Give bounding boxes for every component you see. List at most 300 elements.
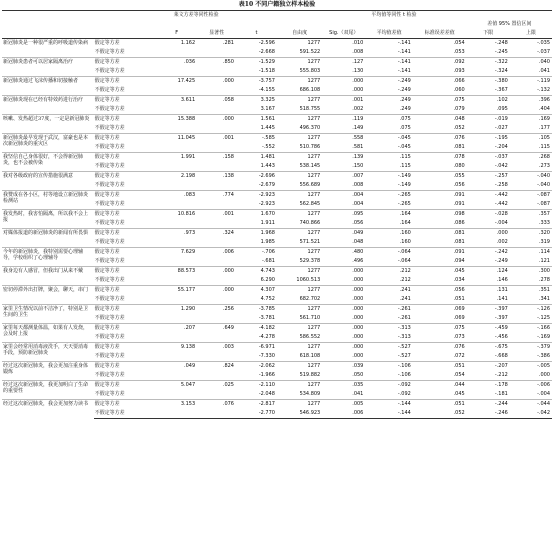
cell-value: 1277 [277,39,322,49]
cell-value: .095 [496,106,508,112]
cell-value: -.045 [397,144,411,150]
cell-value: .045 [453,391,465,397]
cell-value: .146 [496,277,508,283]
cell-value [197,124,236,134]
assumption-label: 假定等方差 [94,362,157,372]
cell-value [197,276,236,286]
cell-value: 1.991 [156,153,197,163]
cell-value: .774 [197,191,236,201]
cell-value: 1277 [277,400,322,410]
cell-value: 4.752 [260,296,275,302]
cell-value [156,67,197,77]
cell-value: .008 [352,49,364,55]
cell-value: 1.443 [260,163,275,169]
cell-value: -.141 [397,68,411,74]
cell-value: -.064 [365,248,412,258]
table-row [2,381,552,391]
cell-value: -2.923 [258,201,275,207]
cell-value: .000 [322,267,365,277]
cell-value: .000 [538,372,550,378]
cell-value: .139 [322,153,365,163]
cell-value: .091 [413,248,467,258]
cell-value: .121 [538,258,550,264]
cell-value: -.212 [494,372,508,378]
cell-value: .319 [538,239,550,245]
variable-label: 对媒体报道的新冠肺炎的新闻有所畏惧 [2,229,94,248]
cell-value: .241 [399,296,411,302]
cell-value: .300 [510,267,552,277]
cell-value: -.027 [494,125,508,131]
cell-value: 1277 [277,362,322,372]
cell-value: .053 [453,49,465,55]
cell-value: -4.182 [236,324,277,334]
assumption-label: 假定等方差 [94,305,157,315]
cell-value: -.141 [365,39,412,49]
cell-value: .130 [352,68,364,74]
cell-value: .212 [365,267,412,277]
cell-value: .001 [322,96,365,106]
cell-value: 15.388 [156,115,197,125]
cell-value: .000 [197,286,236,296]
assumption-label: 不假定等方差 [94,49,125,55]
cell-value: -.087 [537,201,550,207]
cell-value: 55.177 [156,286,197,296]
assumption-label: 假定等方差 [94,115,157,125]
assumption-label: 不假定等方差 [94,296,125,302]
cell-value [156,409,197,419]
cell-value: .000 [352,296,364,302]
cell-value: -2.817 [236,400,277,410]
cell-value [156,257,197,267]
table-row [2,248,552,258]
stats-table [2,10,552,419]
cell-value: 1.290 [156,305,197,315]
cell-value [156,295,197,305]
cell-value: -.092 [397,391,411,397]
cell-value: .558 [322,134,365,144]
cell-value: -.261 [365,305,412,315]
cell-value: -.037 [467,153,510,163]
cell-value [156,48,197,58]
cell-value: -.207 [467,362,510,372]
table-row [2,172,552,182]
cell-value: .091 [453,201,465,207]
cell-value: .049 [156,362,197,372]
cell-value: -.367 [494,87,508,93]
cell-value: -.045 [365,134,412,144]
cell-value: .010 [322,39,365,49]
cell-value: -4.155 [258,87,275,93]
assumption-label: 假定等方差 [94,286,157,296]
cell-value: .000 [322,77,365,87]
cell-value: 11.045 [156,134,197,144]
cell-value: 1.670 [236,210,277,220]
cell-value: 1277 [277,77,322,87]
cell-value: -.040 [537,182,550,188]
cell-value: 17.425 [156,77,197,87]
cell-value: -.126 [510,305,552,315]
cell-value: 1.445 [260,125,275,131]
col-header: 显著性 [197,29,236,39]
cell-value: 1277 [277,286,322,296]
table-row [2,115,552,125]
cell-value [197,314,236,324]
cell-value: -.442 [494,201,508,207]
cell-value: -2.062 [236,362,277,372]
cell-value [156,143,197,153]
cell-value: .581 [352,144,364,150]
cell-value [197,333,236,343]
cell-value: .006 [197,248,236,258]
cell-value: -.324 [494,68,508,74]
cell-value: .000 [322,324,365,334]
table-row [2,96,552,106]
cell-value [156,86,197,96]
cell-value: .052 [453,125,465,131]
cell-value: .076 [413,134,467,144]
cell-value: -1.966 [258,372,275,378]
cell-value: -.169 [537,334,550,340]
cell-value: .058 [197,96,236,106]
cell-value: .051 [453,296,465,302]
cell-value: -2.696 [236,172,277,182]
cell-value: .000 [322,343,365,353]
cell-value: -.527 [365,343,412,353]
cell-value: 6.290 [260,277,275,283]
cell-value: 496.370 [299,125,321,131]
cell-value: 4.307 [236,286,277,296]
table-row [2,191,552,201]
cell-value: 618.108 [299,353,321,359]
cell-value [156,352,197,362]
cell-value: .164 [399,220,411,226]
cell-value: .056 [453,182,465,188]
cell-value [197,162,236,172]
cell-value: .044 [413,381,467,391]
cell-value: 556.689 [299,182,321,188]
cell-value: .824 [197,362,236,372]
cell-value: .207 [156,324,197,334]
cell-value: -.149 [397,182,411,188]
cell-value: -.087 [510,191,552,201]
variable-label: 今年的新冠肺炎，我特别需要心理辅导，学校组织了心理辅导 [2,248,94,267]
cell-value [197,67,236,77]
assumption-label: 假定等方差 [94,324,157,334]
cell-value: .008 [352,182,364,188]
cell-value: 1.561 [236,115,277,125]
cell-value: 510.786 [299,144,321,150]
cell-value: -.019 [467,115,510,125]
cell-value: .649 [197,324,236,334]
cell-value: -.028 [467,210,510,220]
cell-value: .048 [413,115,467,125]
cell-value [156,314,197,324]
table-row [2,286,552,296]
cell-value: -.144 [365,409,412,419]
cell-value: -.456 [494,334,508,340]
cell-value: -.005 [510,362,552,372]
cell-value: .169 [510,115,552,125]
cell-value: -.242 [467,248,510,258]
cell-value: 555.803 [299,68,321,74]
cell-value: .075 [413,324,467,334]
cell-value: 1060.513 [296,277,321,283]
cell-value: -2.110 [236,381,277,391]
variable-label: 我坚信自己身体很好，不会得新冠肺炎，也不会被传染 [2,153,94,172]
cell-value: -.265 [397,201,411,207]
cell-value: -.313 [365,324,412,334]
variable-label: 家里每天都测量体温，如果有人发烧，会及时上报 [2,324,94,343]
cell-value: -.004 [494,220,508,226]
cell-value: .055 [413,172,467,182]
cell-value: .081 [413,229,467,239]
cell-value: 1277 [277,96,322,106]
cell-value: -.037 [537,49,550,55]
cell-value: .006 [322,409,365,419]
cell-value: -.006 [510,381,552,391]
cell-value [197,105,236,115]
cell-value: -.249 [397,87,411,93]
cell-value: 5.047 [156,381,197,391]
cell-value: -.585 [236,134,277,144]
cell-value [156,219,197,229]
cell-value: -.386 [537,353,550,359]
cell-value: 1.968 [236,229,277,239]
table-row [2,77,552,87]
variable-label: 咳嗽、发热超过37度，一定是新冠肺炎 [2,115,94,134]
cell-value: -.313 [397,334,411,340]
cell-value: .281 [197,39,236,49]
cell-value: -.261 [397,315,411,321]
cell-value: -2.048 [258,391,275,397]
cell-value: -1.529 [236,58,277,68]
cell-value: .004 [322,191,365,201]
assumption-label: 不假定等方差 [94,220,125,226]
cell-value [197,390,236,400]
cell-value: .000 [197,77,236,87]
cell-value: .003 [197,343,236,353]
cell-value [156,276,197,286]
table-row [2,134,552,144]
cell-value: .000 [197,115,236,125]
cell-value: .007 [322,172,365,182]
assumption-label: 不假定等方差 [94,106,125,112]
variable-label: 我对各级政府的宣传措施很满意 [2,172,94,191]
cell-value: .076 [413,343,467,353]
cell-value: .273 [538,163,550,169]
cell-value [197,86,236,96]
cell-value: .081 [453,239,465,245]
cell-value: 3.153 [156,400,197,410]
cell-value [156,162,197,172]
cell-value: .119 [322,115,365,125]
table-row [2,343,552,353]
cell-value [197,352,236,362]
cell-value: .000 [352,277,364,283]
cell-value: 3.167 [260,106,275,112]
cell-value: .066 [413,77,467,87]
cell-value: -.379 [510,343,552,353]
cell-value: 686.108 [299,87,321,93]
cell-value: .177 [538,125,550,131]
cell-value: -.397 [467,305,510,315]
variable-label: 密切停滞外出打牌，聚会，聊天，串门 [2,286,94,305]
cell-value: .115 [399,163,411,169]
variable-label: 新冠肺炎是一种很严重的呼吸道传染病 [2,39,94,58]
assumption-label: 假定等方差 [94,153,157,163]
cell-value: .056 [352,220,364,226]
cell-value: 1.985 [260,239,275,245]
cell-value: 571.521 [299,239,321,245]
cell-value: .051 [413,400,467,410]
cell-value: -4.278 [258,334,275,340]
cell-value: -6.971 [236,343,277,353]
cell-value: .357 [510,210,552,220]
assumption-label: 不假定等方差 [94,125,125,131]
cell-value: .075 [365,115,412,125]
cell-value: -.668 [494,353,508,359]
cell-value: .092 [413,58,467,68]
cell-value: -2.679 [258,182,275,188]
cell-value: .004 [352,201,364,207]
cell-value: .002 [352,106,364,112]
cell-value: .324 [197,229,236,239]
cell-value: 1.911 [260,220,275,226]
cell-value: .050 [352,372,364,378]
assumption-label: 假定等方差 [94,267,157,277]
cell-value: -2.770 [236,409,277,419]
col-header: 自由度 [277,29,322,39]
assumption-label: 不假定等方差 [94,334,125,340]
cell-value: .060 [453,87,465,93]
cell-value: .001 [197,134,236,144]
assumption-label: 不假定等方差 [94,182,125,188]
assumption-label: 不假定等方差 [94,258,125,264]
cell-value: 1277 [277,153,322,163]
col-header: F [156,29,197,39]
cell-value: .049 [322,229,365,239]
cell-value: -.257 [467,172,510,182]
variable-label: 新冠肺炎最早发现于武汉，富豪也是本次新冠肺炎的重灾区 [2,134,94,153]
cell-value: 682.702 [299,296,321,302]
cell-value: -3.757 [236,77,277,87]
cell-value: 1277 [277,58,322,68]
cell-value [156,124,197,134]
cell-value: -7.330 [258,353,275,359]
cell-value [156,105,197,115]
cell-value: .000 [352,315,364,321]
assumption-label: 假定等方差 [94,96,157,106]
cell-value: .124 [467,267,510,277]
cell-value: .025 [197,381,236,391]
cell-value: -2.668 [258,49,275,55]
cell-value: .002 [496,239,508,245]
cell-value [197,181,236,191]
cell-value [197,238,236,248]
cell-value [156,238,197,248]
assumption-label: 假定等方差 [94,58,157,68]
cell-value: .069 [413,305,467,315]
cell-value: .076 [197,400,236,410]
cell-value: .000 [352,353,364,359]
cell-value: 1.162 [156,39,197,49]
cell-value: .073 [453,334,465,340]
cell-value: 1277 [277,324,322,334]
cell-value: 1277 [277,172,322,182]
cell-value: 10.816 [156,210,197,220]
cell-value: 1277 [277,381,322,391]
cell-value: -.178 [467,381,510,391]
cell-value: .036 [156,58,197,68]
cell-value: 1277 [277,115,322,125]
assumption-label: 不假定等方差 [94,277,125,283]
variable-label: 我身边有人感冒，但我出门从来不戴 [2,267,94,286]
table-row [2,210,552,220]
cell-value: 88.573 [156,267,197,277]
cell-value: -.204 [494,144,508,150]
cell-value: -.181 [494,391,508,397]
cell-value: .054 [453,372,465,378]
cell-value: .094 [453,258,465,264]
table-row [2,153,552,163]
cell-value: -.245 [494,49,508,55]
cell-value: .091 [413,191,467,201]
cell-value: .160 [399,239,411,245]
variable-label: 经过这次新冠肺炎，我会更加注重身体锻炼 [2,362,94,381]
cell-value: .000 [467,229,510,239]
cell-value: -.442 [467,191,510,201]
cell-value: -.527 [397,353,411,359]
cell-value: 3.611 [156,96,197,106]
cell-value: .041 [538,68,550,74]
cell-value: -.042 [494,163,508,169]
cell-value: -.149 [365,172,412,182]
cell-value [156,371,197,381]
cell-value [156,181,197,191]
cell-value: -3.785 [236,305,277,315]
cell-value: 9.138 [156,343,197,353]
levene-header: 莱文方差等同性检验 [156,11,236,21]
cell-value [197,143,236,153]
cell-value: .083 [156,191,197,201]
cell-value: -.042 [510,409,552,419]
cell-value: .256 [197,305,236,315]
cell-value: -2.923 [236,191,277,201]
assumption-label: 假定等方差 [94,39,157,49]
ci-header: 差值 95% 置信区间 [487,21,532,27]
cell-value: -.141 [365,58,412,68]
cell-value: .048 [352,239,364,245]
cell-value: .069 [453,315,465,321]
table-row [2,39,552,49]
cell-value: 1277 [277,191,322,201]
cell-value: 562.845 [299,201,321,207]
cell-value [156,390,197,400]
cell-value: .241 [365,286,412,296]
cell-value: .160 [365,229,412,239]
cell-value: -.064 [397,258,411,264]
cell-value: -.119 [510,77,552,87]
cell-value: .045 [413,267,467,277]
cell-value: .086 [453,220,465,226]
variable-label: 新冠肺炎通过飞沫传播和切接触者 [2,77,94,96]
cell-value: .114 [510,248,552,258]
cell-value [197,295,236,305]
cell-value: 2.198 [156,172,197,182]
cell-value: .850 [197,58,236,68]
cell-value: .000 [352,334,364,340]
assumption-label: 假定等方差 [94,248,157,258]
